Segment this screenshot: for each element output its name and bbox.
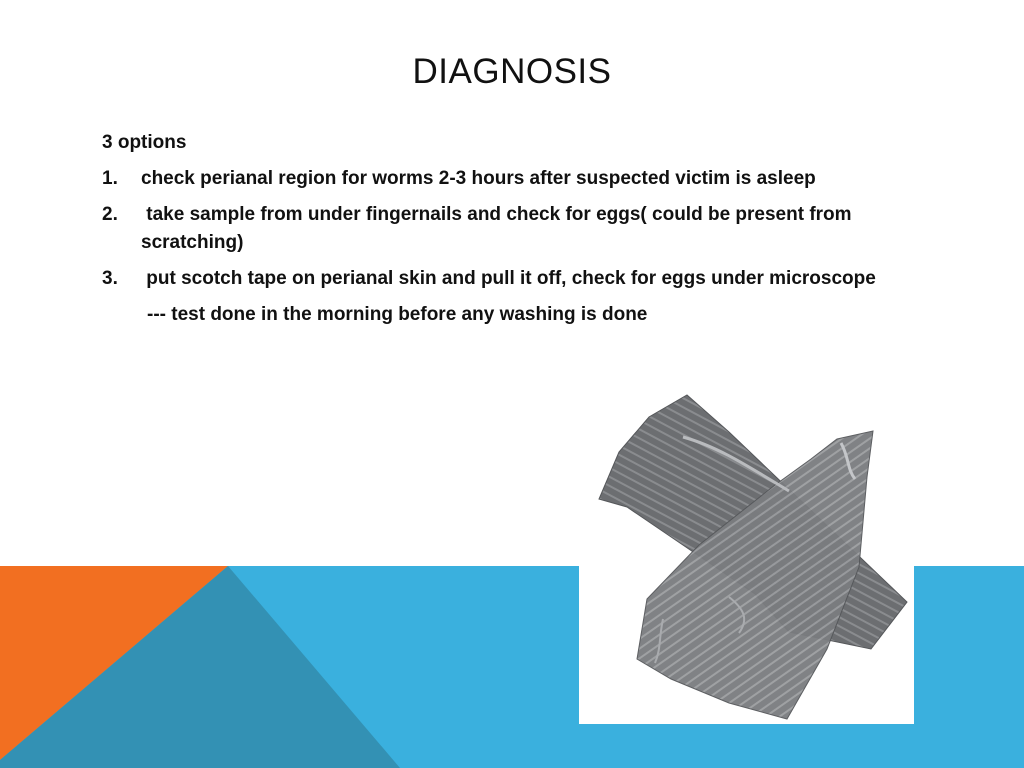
list-number: 2. bbox=[102, 204, 118, 225]
list-number: 1. bbox=[102, 168, 118, 189]
list-text: check perianal region for worms 2-3 hours after suspected victim is asleep bbox=[141, 168, 816, 189]
list-item bbox=[102, 265, 902, 293]
intro-text: 3 options bbox=[102, 132, 187, 153]
list-text: take sample from under fingernails and check for eggs( could be present from scratching) bbox=[141, 204, 857, 253]
list-item bbox=[102, 201, 902, 257]
slide-title: DIAGNOSIS bbox=[412, 52, 612, 91]
note-text: --- test done in the morning before any washing is done bbox=[147, 304, 648, 325]
slide-body bbox=[102, 129, 902, 325]
list-number: 3. bbox=[102, 268, 118, 289]
duct-tape-photo bbox=[579, 387, 914, 724]
list-item bbox=[102, 165, 902, 193]
duct-tape-icon bbox=[579, 387, 914, 724]
list-text: put scotch tape on perianal skin and pull it off, check for eggs under microscope bbox=[141, 268, 876, 289]
